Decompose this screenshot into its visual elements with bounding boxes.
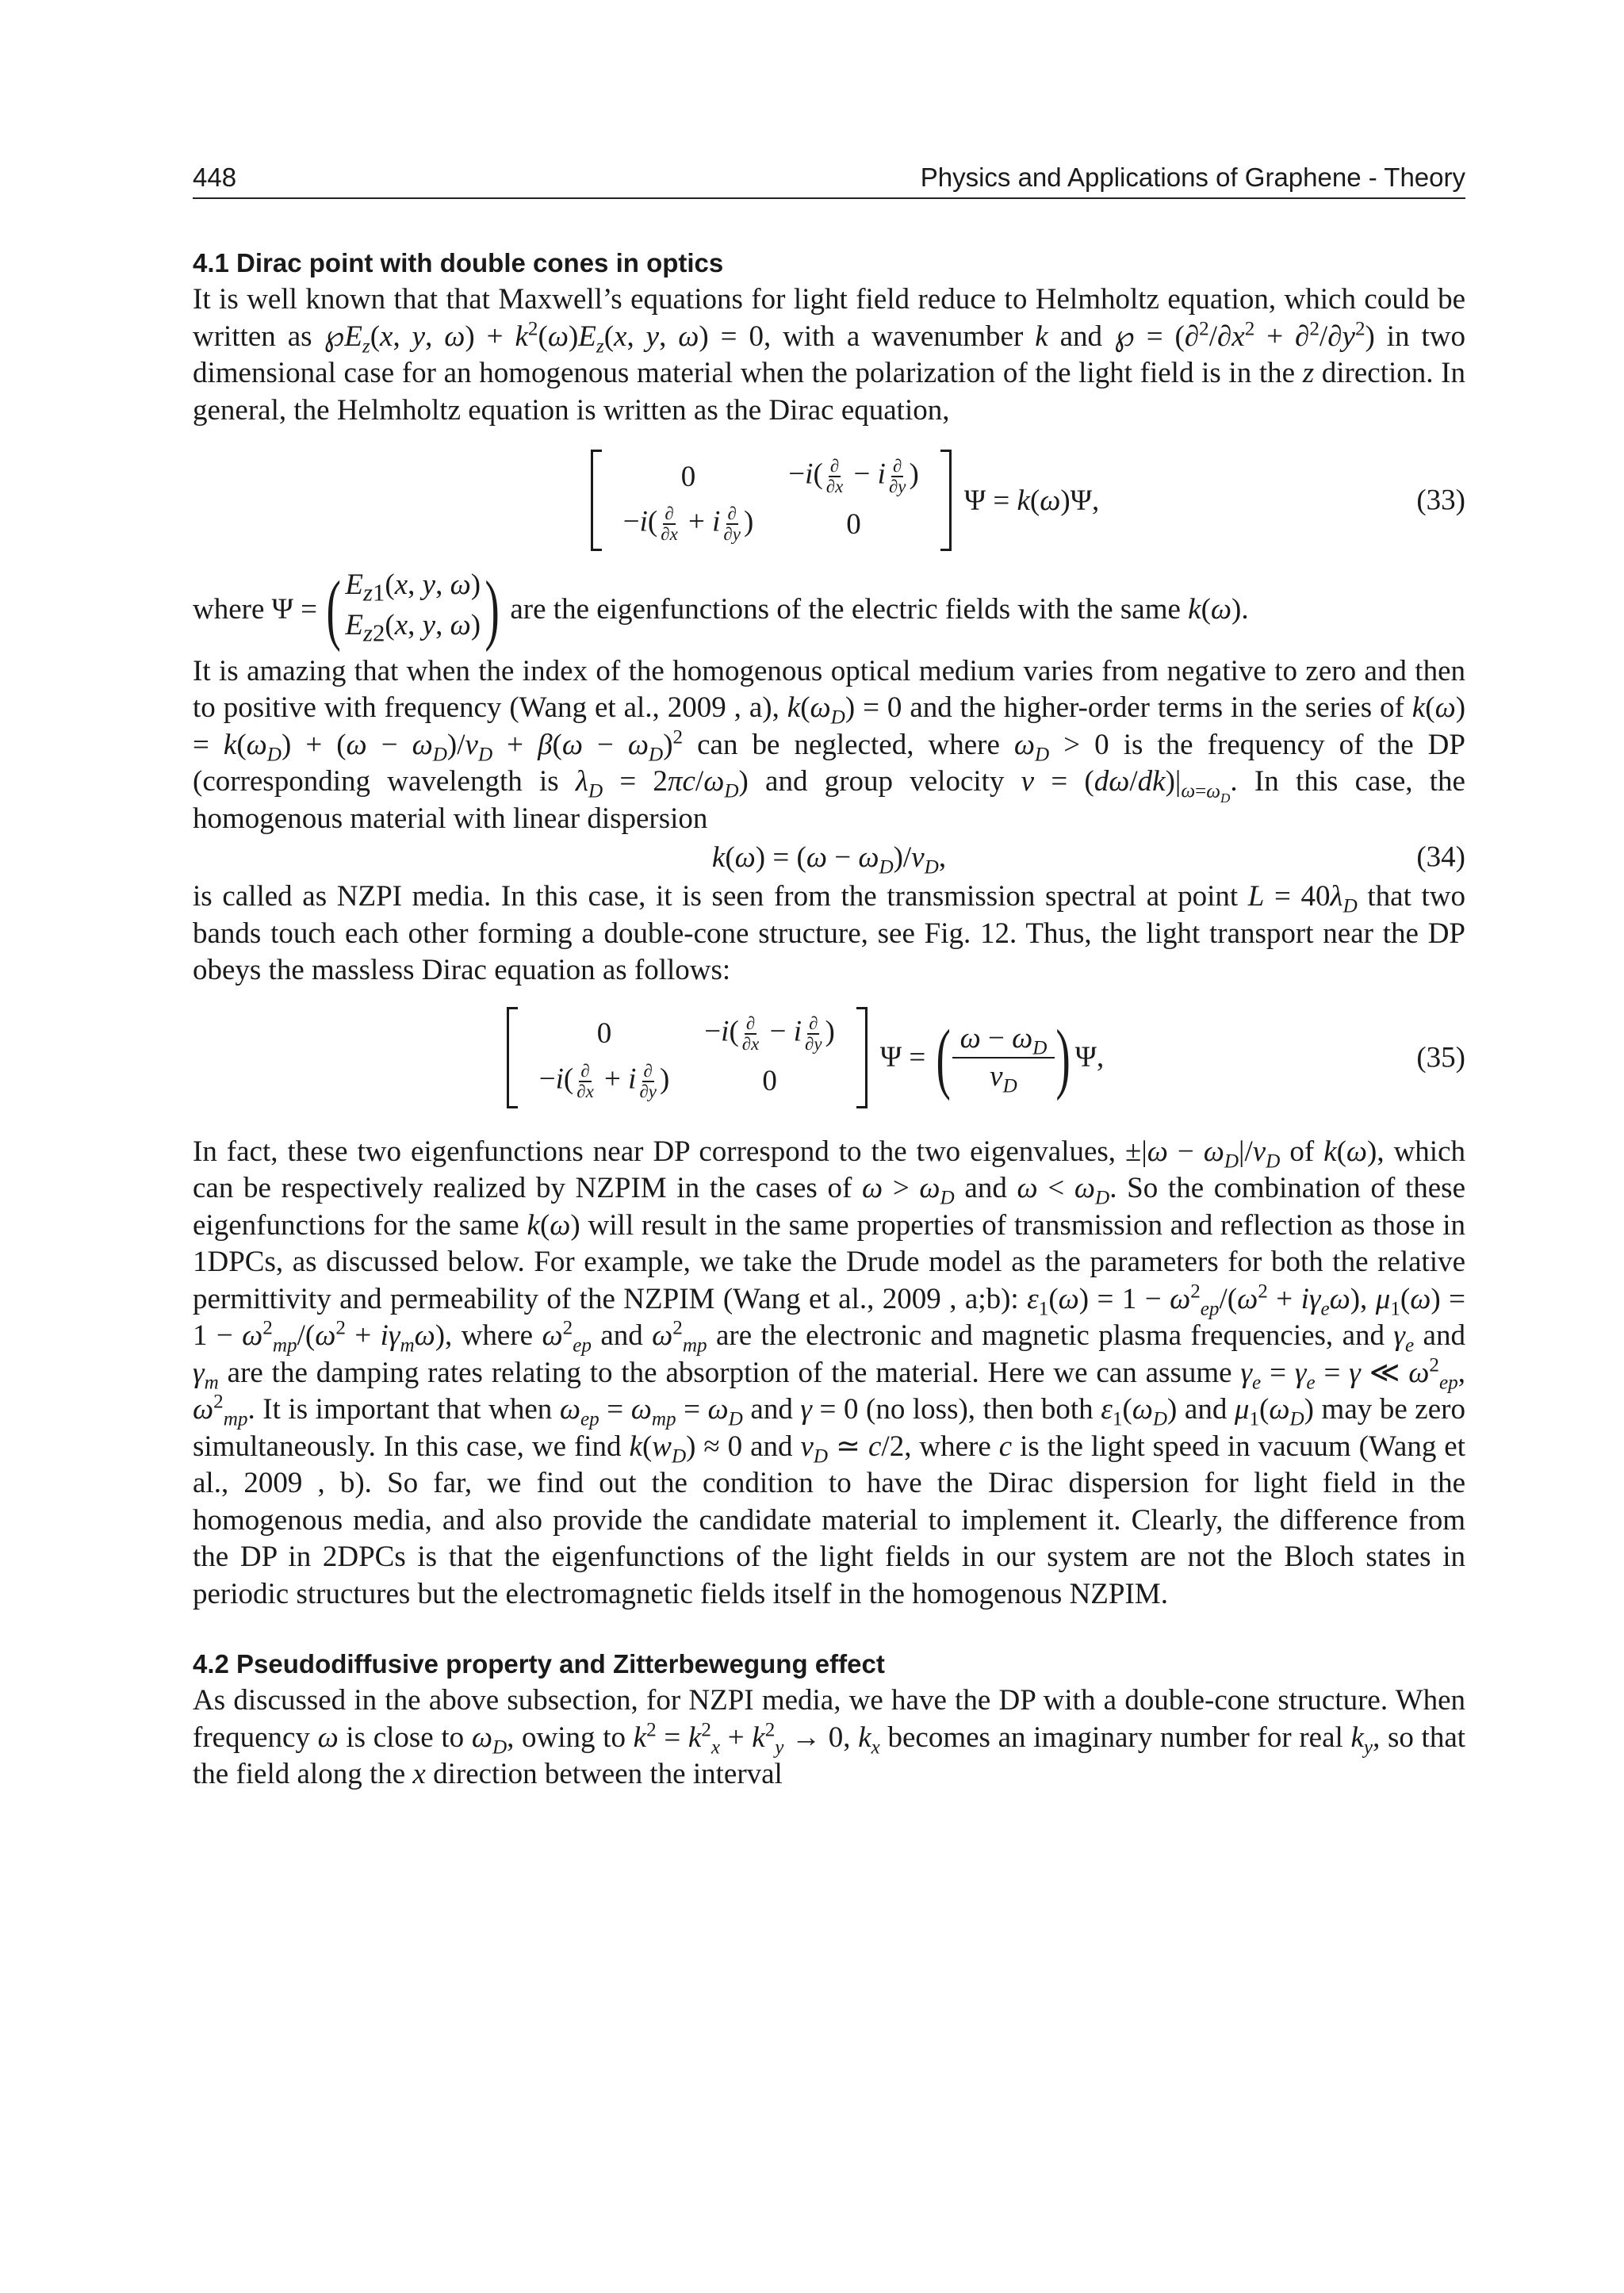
equation-33: 0 −i( $\frac{\partial}{\partial x}$ − i $\frac{\partial}{\partial y}$ ) −i( $\frac{\partial}{\partial x}$ + i $\frac{\partial}{\partial y}$ ) 0 Ψ = k(ω)Ψ, (33) <box>193 445 1465 556</box>
massless-dirac-matrix: 0 −i( $\frac{\partial}{\partial x}$ − i $\frac{\partial}{\partial y}$ ) −i( $\frac{\partial}{\partial x}$ + i $\frac{\partial}{\partial y}$ ) 0 <box>507 1007 868 1108</box>
page <box>193 163 1465 1793</box>
paragraph-double-cone: is called as NZPI media. In this case, it is seen from the transmission spectral at point $L = 40\lambda_D$ that two bands touch each other forming a double-cone structure, see Fig. 12. Thus, the light transport near the DP obeys the massless Dirac equation as follows: <box>193 880 1466 987</box>
equation-35: 0 −i( $\frac{\partial}{\partial x}$ − i $\frac{\partial}{\partial y}$ ) −i( $\frac{\partial}{\partial x}$ + i $\frac{\partial}{\partial y}$ ) 0 Ψ = ( $\frac{\omega - \omega_D}{v_D}$ ) Ψ, (35) <box>193 1002 1465 1113</box>
equation-number-33: (33) <box>1416 484 1465 517</box>
equation-number-34: (34) <box>1416 840 1465 874</box>
page-number: 448 <box>193 163 237 192</box>
eigenfunction-definition: where Ψ = ( $E_{z1}(x$, y, ω) $E_{z2}(x$, y, ω) ) are the eigenfunctions of the electric fields with the same k(ω). <box>193 565 1249 653</box>
equation-34: $k(\omega) = (\omega - \omega_D)/v_D$, (34) <box>711 840 1465 879</box>
paragraph-eigenvalues-drude: In fact, these two eigenfunctions near DP correspond to the two eigenvalues, $\pm|\omega - \omega_D|/v_D$ of k(ω), which can be respectively realized by NZPIM in the cases of $\omega > \omega_D$ and $\omega < \omega_D$. So the combination of these eigenfunctions for the same k(ω) will result in the same properties of transmission and reflection as those in 1DPCs, as discussed below. For example, we take the Drude model as the parameters for both the relative permittivity and permeability of the NZPIM (Wang et al., 2009 , a;b): $\varepsilon_1(\omega) = 1 - \omega^2_{ep}/(\omega^2 + i\gamma_e\omega)$, $\mu_1(\omega) = 1 - \omega^2_{mp}/(\omega^2 + i\gamma_m\omega)$, where $\omega^2_{ep}$ and $\omega^2_{mp}$ are the electronic and magnetic plasma frequencies, and $\gamma_e$ and $\gamma_m$ are the damping rates relating to the absorption of the material. Here we can assume $\gamma_e = \gamma_e = \gamma$ ≪ $\omega^2_{ep}$, $\omega^2_{mp}$. It is important that when $\omega_{ep} = \omega_{mp} = \omega_D$ and γ = 0 (no loss), then both $\varepsilon_1(\omega_D)$ and $\mu_1(\omega_D)$ may be zero simultaneously. In this case, we find $k(w_D) \approx 0$ and $v_D$ ≃ c/2, where c is the light speed in vacuum (Wang et al., 2009 , b). So far, we find out the condition to have the Dirac dispersion for light field in the homogenous media, and also provide the candidate material to implement it. Clearly, the difference from the DP in 2DPCs is that the eigenfunctions of the light fields in our system are not the Bloch states in periodic structures but the electromagnetic fields itself in the homogenous NZPIM. <box>193 1135 1466 1610</box>
running-header <box>193 163 1465 199</box>
paragraph-maxwell-helmholtz: It is well known that that Maxwell’s equations for light field reduce to Helmholtz equation, which could be written as $℘E_z(x$, y, $\omega) + k^2(\omega)E_z(x$, y, ω) = 0, with a wavenumber k and ℘ = $(\partial^2/\partial x^2 + \partial^2/\partial y^2)$ in two dimensional case for an homogenous material when the polarization of the light field is in the z direction. In general, the Helmholtz equation is written as the Dirac equation, <box>193 283 1466 427</box>
paragraph-pseudodiffusive: As discussed in the above subsection, for NZPI media, we have the DP with a double-cone structure. When frequency ω is close to $\omega_D$, owing to $k^2 = k^2_x + k^2_y \to 0$, $k_x$ becomes an imaginary number for real $k_y$, so that the field along the x direction between the interval <box>193 1684 1466 1791</box>
running-title: Physics and Applications of Graphene - Theory <box>920 163 1465 192</box>
dirac-operator-matrix: 0 −i( $\frac{\partial}{\partial x}$ − i $\frac{\partial}{\partial y}$ ) −i( $\frac{\partial}{\partial x}$ + i $\frac{\partial}{\partial y}$ ) 0 <box>591 450 952 551</box>
equation-number-35: (35) <box>1416 1041 1465 1074</box>
paragraph-nzpi-index: It is amazing that when the index of the homogenous optical medium varies from negative to zero and then to positive with frequency (Wang et al., 2009 , a), $k(\omega_D) = 0$ and the higher-order terms in the series of $k(\omega) = k(\omega_D) + (\omega - \omega_D)/v_D + \beta(\omega - \omega_D)^2$ can be neglected, where $\omega_D > 0$ is the frequency of the DP (corresponding wavelength is $\lambda_D = 2\pi c/\omega_D$) and group velocity $v = (d\omega/dk)|_{\omega=\omega_D}$. In this case, the homogenous material with linear dispersion <box>193 654 1466 835</box>
section-heading-4-1: 4.1 Dirac point with double cones in optics <box>193 248 724 278</box>
section-heading-4-2: 4.2 Pseudodiffusive property and Zitterbewegung effect <box>193 1649 885 1679</box>
